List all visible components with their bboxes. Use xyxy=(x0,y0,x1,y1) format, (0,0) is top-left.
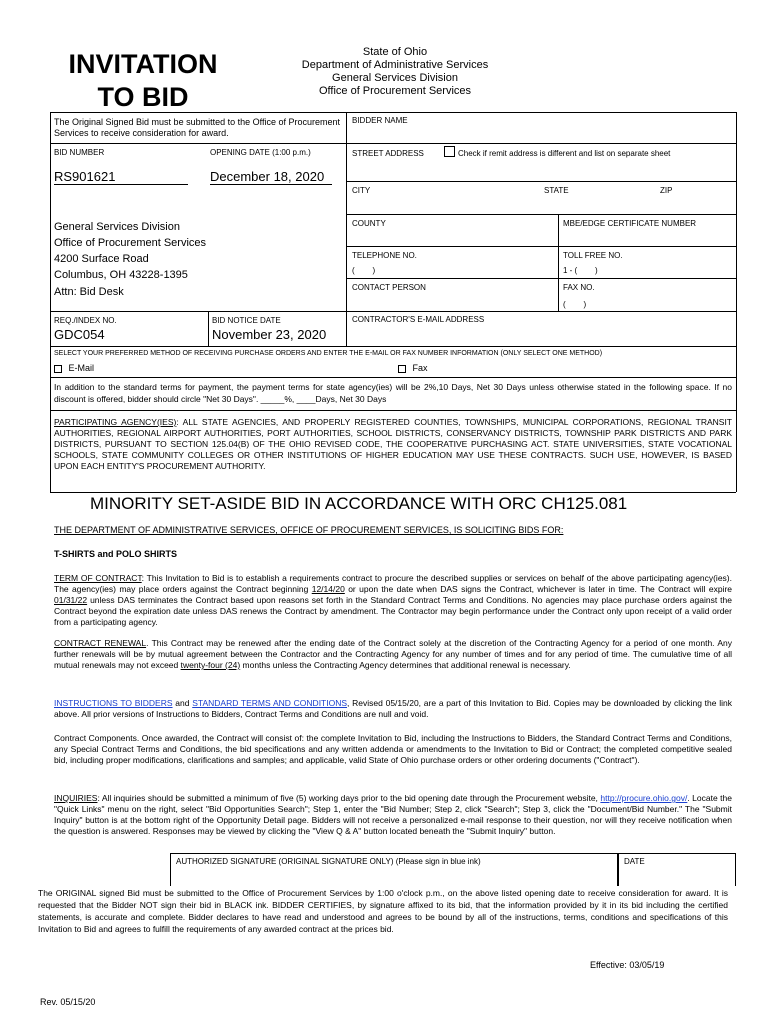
agency-line3: General Services Division xyxy=(332,72,458,84)
email-option-label: E-Mail xyxy=(68,363,95,373)
minority-heading: MINORITY SET-ASIDE BID IN ACCORDANCE WITH ORC CH125.081 xyxy=(90,494,628,513)
instructions-link[interactable]: INSTRUCTIONS TO BIDDERS xyxy=(54,698,173,708)
telephone-label: TELEPHONE NO. xyxy=(352,251,417,260)
mbe-label: MBE/EDGE CERTIFICATE NUMBER xyxy=(563,219,697,228)
agency-line2: Department of Administrative Services xyxy=(301,59,489,71)
county-label: COUNTY xyxy=(352,219,386,228)
participating-heading: PARTICIPATING AGENCY(IES) xyxy=(54,417,177,427)
title-line2: TO BID xyxy=(97,82,189,112)
toll-free-value[interactable]: 1 - ( ) xyxy=(563,266,598,275)
fax-option-label: Fax xyxy=(412,363,428,373)
opening-date-label: OPENING DATE (1:00 p.m.) xyxy=(210,148,311,157)
agency-line1: State of Ohio xyxy=(362,46,428,58)
method-fax-option[interactable] xyxy=(398,363,428,374)
remit-address-checkbox[interactable] xyxy=(444,146,455,157)
item-title: T-SHIRTS and POLO SHIRTS xyxy=(54,549,178,559)
req-index-value: GDC054 xyxy=(54,327,105,342)
instructions-paragraph: INSTRUCTIONS TO BIDDERS and STANDARD TERMS AND CONDITIONS, Revised 05/15/20, are a part of this Invitation to Bid. Copies may be downloaded by clicking the link above. All prior versions of Instructions to Bidders, Contract Terms and Conditions are null and void. xyxy=(54,698,732,719)
toll-free-label: TOLL FREE NO. xyxy=(563,251,623,260)
contract-renewal: CONTRACT RENEWAL. This Contract may be renewed after the ending date of the Contract solely at the discretion of the Contracting Agency for a period of one month. Any further renewals will be by mutual agreement between the Contractor and the Contracting Agency for any number of times and for any period of time. The cumulative time of all mutual renewals may not exceed twenty-four (24) months unless the Contracting Agency determines that additional renewal is necessary. xyxy=(54,638,733,670)
term-of-contract: TERM OF CONTRACT: This Invitation to Bid is to establish a requirements contract to procure the described supplies or services on behalf of the above participating agency(ies). The agency(ies) may place orders against the Contract beginning 12/14/20 or upon the date when DAS signs the Contract, whichever is later in time. The Contract will expire 01/31/22 unless DAS terminates the Contract based upon reasons set forth in the Standard Contract Terms and Conditions. No agencies may place purchase orders against the Contract beyond the expiration date unless DAS renews the Contract by amendment. The Contractor may begin performance under the Contract only upon receipt of a valid order from a participating agency. xyxy=(54,573,733,627)
standard-terms-link[interactable]: STANDARD TERMS AND CONDITIONS xyxy=(192,698,348,708)
address-line3: 4200 Surface Road xyxy=(54,253,149,265)
telephone-value[interactable]: ( ) xyxy=(352,266,376,275)
address-line2: Office of Procurement Services xyxy=(54,237,207,249)
address-line4: Columbus, OH 43228-1395 xyxy=(54,269,188,281)
agency-block xyxy=(270,46,520,98)
bidder-name-field[interactable] xyxy=(348,126,734,142)
effective-date: Effective: 03/05/19 xyxy=(590,960,665,970)
payment-terms: In addition to the standard terms for payment, the payment terms for state agency(ies) will be 2%,10 Days, Net 30 Days unless otherwise stated in the following space. If no discount is offered, bidder should circle "Net 30 Days". _____%, ____Days, Net 30 Days xyxy=(54,382,732,404)
revision-date: Rev. 05/15/20 xyxy=(40,997,96,1007)
contact-person-label: CONTACT PERSON xyxy=(352,283,426,292)
opening-date-value: December 18, 2020 xyxy=(210,169,325,184)
signature-label: AUTHORIZED SIGNATURE (ORIGINAL SIGNATURE ONLY) (Please sign in blue ink) xyxy=(176,857,481,866)
fax-value[interactable]: ( ) xyxy=(563,300,587,309)
address-line1: General Services Division xyxy=(54,221,180,233)
req-index-label: REQ./INDEX NO. xyxy=(54,316,117,325)
zip-label: ZIP xyxy=(660,186,673,195)
state-label: STATE xyxy=(544,186,569,195)
soliciting-line: THE DEPARTMENT OF ADMINISTRATIVE SERVICES, OFFICE OF PROCUREMENT SERVICES, IS SOLICITING BIDS FOR: xyxy=(54,525,564,535)
signature-date-label: DATE xyxy=(624,857,645,866)
document-title xyxy=(58,48,228,114)
term-start-date: 12/14/20 xyxy=(311,584,345,594)
fax-checkbox[interactable] xyxy=(398,365,406,373)
bid-number-value: RS901621 xyxy=(54,169,116,184)
bid-number-label: BID NUMBER xyxy=(54,148,105,157)
submit-note: The Original Signed Bid must be submitted to the Office of Procurement Services to receive consideration for award. xyxy=(54,117,340,138)
contract-components: Contract Components. Once awarded, the Contract will consist of: the complete Invitation to Bid, including the Instructions to Bidders, the Standard Contract Terms and Conditions, any Special Contract Terms and Conditions, the bid specifications and any written addenda or amendments to the Invitation to Bid or Contract; the completed competitive sealed bid, including proper modifications, clarifications and samples; and applicable, valid State of Ohio purchase orders or other ordering documents ("Contract"). xyxy=(54,733,732,765)
agency-line4: Office of Procurement Services xyxy=(318,85,472,97)
procurement-website-link[interactable]: http://procure.ohio.gov/ xyxy=(600,793,688,803)
street-address-label: STREET ADDRESS xyxy=(352,149,424,158)
method-label: SELECT YOUR PREFERRED METHOD OF RECEIVING PURCHASE ORDERS AND ENTER THE E-MAIL OR FAX NUMBER INFORMATION (ONLY SELECT ONE METHOD) xyxy=(54,350,603,357)
renewal-limit: twenty-four (24) xyxy=(180,660,241,670)
inquiries-paragraph: INQUIRIES: All inquiries should be submitted a minimum of five (5) working days prior to the bid opening date through the Procurement website, http://procure.ohio.gov/. Locate the "Quick Links" menu on the right, select "Bid Opportunities Search"; Step 1, enter the "Bid Number; Step 2, click "Search"; Step 3, click the "Document/Bid Number." The "Submit Inquiry" button is at the bottom right of the Opportunity Detail page. Bidders will not receive a personalized e-mail response to their question, nor will they receive notification when the question is answered. Responses may be viewed by clicking the "View Q & A" button located beneath the "Submit Inquiry" button. xyxy=(54,793,732,836)
address-line5: Attn: Bid Desk xyxy=(54,286,124,298)
term-expiry-date: 01/31/22 xyxy=(54,595,88,605)
notice-date-label: BID NOTICE DATE xyxy=(212,316,281,325)
inquiries-heading: INQUIRIES xyxy=(54,793,98,803)
remit-address-label: Check if remit address is different and list on separate sheet xyxy=(458,149,671,158)
footer-certification: The ORIGINAL signed Bid must be submitted to the Office of Procurement Services by 1:00 o'clock p.m., on the above listed opening date to receive consideration for award. It is requested that the Bidder NOT sign their bid in BLACK ink. BIDDER CERTIFIES, by signature affixed to its bid, that the information provided by it in its bid including the certified statements, is accurate and complete. Bidder declares to have read and understood and agrees to be bound by all of the instructions, terms, conditions and specifications of this Invitation to Bid and agrees to fulfill the requirements of any awarded contract at the prices bid. xyxy=(38,888,728,934)
notice-date-value: November 23, 2020 xyxy=(212,327,327,342)
participating-text: : ALL STATE AGENCIES, AND PROPERLY REGISTERED COUNTIES, TOWNSHIPS, MUNICIPAL CORPORATIONS, REGIONAL TRANSIT AUTHORITIES, REGIONAL AIRPORT AUTHORITIES, PORT AUTHORITIES, SCHOOL DISTRICTS, CONSERVANCY DISTRICTS, TOWNSHIP PARK DISTRICTS AND PARK DISTRICTS, PURSUANT TO SECTION 125.04(B) OF THE OHIO REVISED CODE, THE COOPERATIVE PURCHASING ACT. STATE UNIVERSITIES, STATE VOCATIONAL SCHOOLS, STATE COMMUNITY COLLEGES OR OTHER INSTITUTIONS OF HIGHER EDUCATION MAY USE THESE CONTRACTS. SUCH USE, HOWEVER, IS BASED UPON EACH ENTITY'S PROCUREMENT AUTHORITY. xyxy=(54,417,732,471)
title-line1: INVITATION xyxy=(68,49,218,79)
fax-label: FAX NO. xyxy=(563,283,595,292)
email-checkbox[interactable] xyxy=(54,365,62,373)
bidder-name-label: BIDDER NAME xyxy=(352,116,408,125)
term-heading: TERM OF CONTRACT xyxy=(54,573,142,583)
renewal-heading: CONTRACT RENEWAL xyxy=(54,638,147,648)
city-label: CITY xyxy=(352,186,371,195)
email-address-label: CONTRACTOR'S E-MAIL ADDRESS xyxy=(352,315,485,324)
participating-agencies xyxy=(54,417,732,472)
mailing-address xyxy=(54,219,206,300)
method-email-option[interactable] xyxy=(54,363,94,374)
